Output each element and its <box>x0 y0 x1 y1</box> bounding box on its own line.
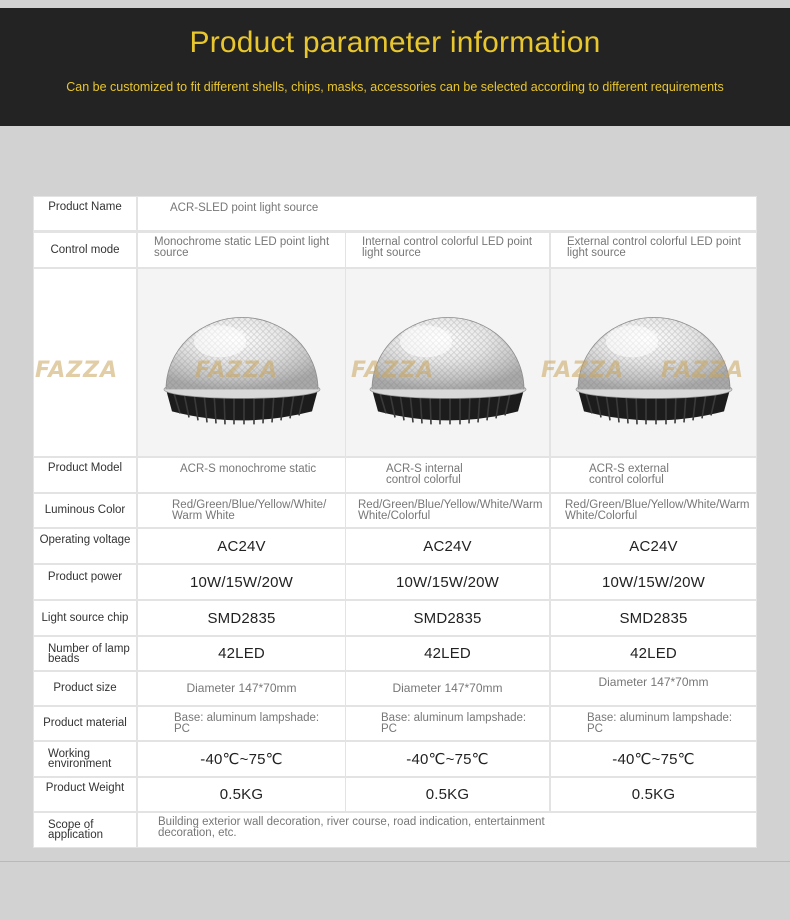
label-luminous-color: Luminous Color <box>34 494 136 527</box>
page-title: Product parameter information <box>189 26 601 59</box>
label-product-power: Product power <box>34 565 136 599</box>
luminous-color-cell: Red/Green/Blue/Yellow/White/ Warm White <box>138 494 345 527</box>
environment-cell: -40℃~75℃ <box>138 742 345 776</box>
material-cell: Base: aluminum lampshade: PC <box>346 707 549 740</box>
power-cell: 10W/15W/20W <box>346 565 549 599</box>
luminous-color-cell: Red/Green/Blue/Yellow/White/Warm White/Colorful <box>551 494 756 527</box>
power-cell: 10W/15W/20W <box>551 565 756 599</box>
label-operating-voltage: Operating voltage <box>34 529 136 563</box>
parameter-table <box>33 196 757 848</box>
label-product-material: Product material <box>34 707 136 740</box>
label-working-environment: Working environment <box>34 742 136 776</box>
page-subtitle: Can be customized to fit different shells, chips, masks, accessories can be selected according to different requirements <box>66 80 724 94</box>
header-band <box>0 8 790 126</box>
label-product-model: Product Model <box>34 458 136 492</box>
label-scope: Scope of application <box>34 813 136 847</box>
voltage-cell: AC24V <box>138 529 345 563</box>
product-model-cell: ACR-S external control colorful <box>551 458 756 492</box>
control-mode-cell: External control colorful LED point light source <box>551 233 756 267</box>
voltage-cell: AC24V <box>346 529 549 563</box>
product-model-cell: ACR-S monochrome static <box>138 458 345 492</box>
environment-cell: -40℃~75℃ <box>346 742 549 776</box>
size-cell: Diameter 147*70mm <box>551 672 756 705</box>
value-product-name: ACR-SLED point light source <box>138 197 756 230</box>
control-mode-cell: Monochrome static LED point light source <box>138 233 345 267</box>
weight-cell: 0.5KG <box>551 778 756 811</box>
label-control-mode: Control mode <box>34 233 136 267</box>
label-lamp-beads: Number of lamp beads <box>34 637 136 670</box>
size-cell: Diameter 147*70mm <box>138 672 345 705</box>
watermark-logo: FAZZA <box>661 358 745 383</box>
label-product-size: Product size <box>34 672 136 705</box>
material-cell: Base: aluminum lampshade: PC <box>551 707 756 740</box>
chip-cell: SMD2835 <box>346 601 549 635</box>
weight-cell: 0.5KG <box>346 778 549 811</box>
watermark-logo: FAZZA <box>195 358 279 383</box>
environment-cell: -40℃~75℃ <box>551 742 756 776</box>
beads-cell: 42LED <box>551 637 756 670</box>
luminous-color-cell: Red/Green/Blue/Yellow/White/Warm White/Colorful <box>346 494 549 527</box>
weight-cell: 0.5KG <box>138 778 345 811</box>
label-product-weight: Product Weight <box>34 778 136 811</box>
product-model-cell: ACR-S internal control colorful <box>346 458 549 492</box>
watermark-logo: FAZZA <box>541 358 625 383</box>
control-mode-cell: Internal control colorful LED point light source <box>346 233 549 267</box>
scope-cell: Building exterior wall decoration, river course, road indication, entertainment decoration, etc. <box>138 813 756 847</box>
voltage-cell: AC24V <box>551 529 756 563</box>
beads-cell: 42LED <box>138 637 345 670</box>
size-cell: Diameter 147*70mm <box>346 672 549 705</box>
chip-cell: SMD2835 <box>138 601 345 635</box>
chip-cell: SMD2835 <box>551 601 756 635</box>
label-product-name: Product Name <box>34 197 136 230</box>
power-cell: 10W/15W/20W <box>138 565 345 599</box>
watermark-logo: FAZZA <box>35 358 119 383</box>
material-cell: Base: aluminum lampshade: PC <box>138 707 345 740</box>
label-light-source-chip: Light source chip <box>34 601 136 635</box>
beads-cell: 42LED <box>346 637 549 670</box>
watermark-logo: FAZZA <box>351 358 435 383</box>
divider <box>0 861 790 862</box>
